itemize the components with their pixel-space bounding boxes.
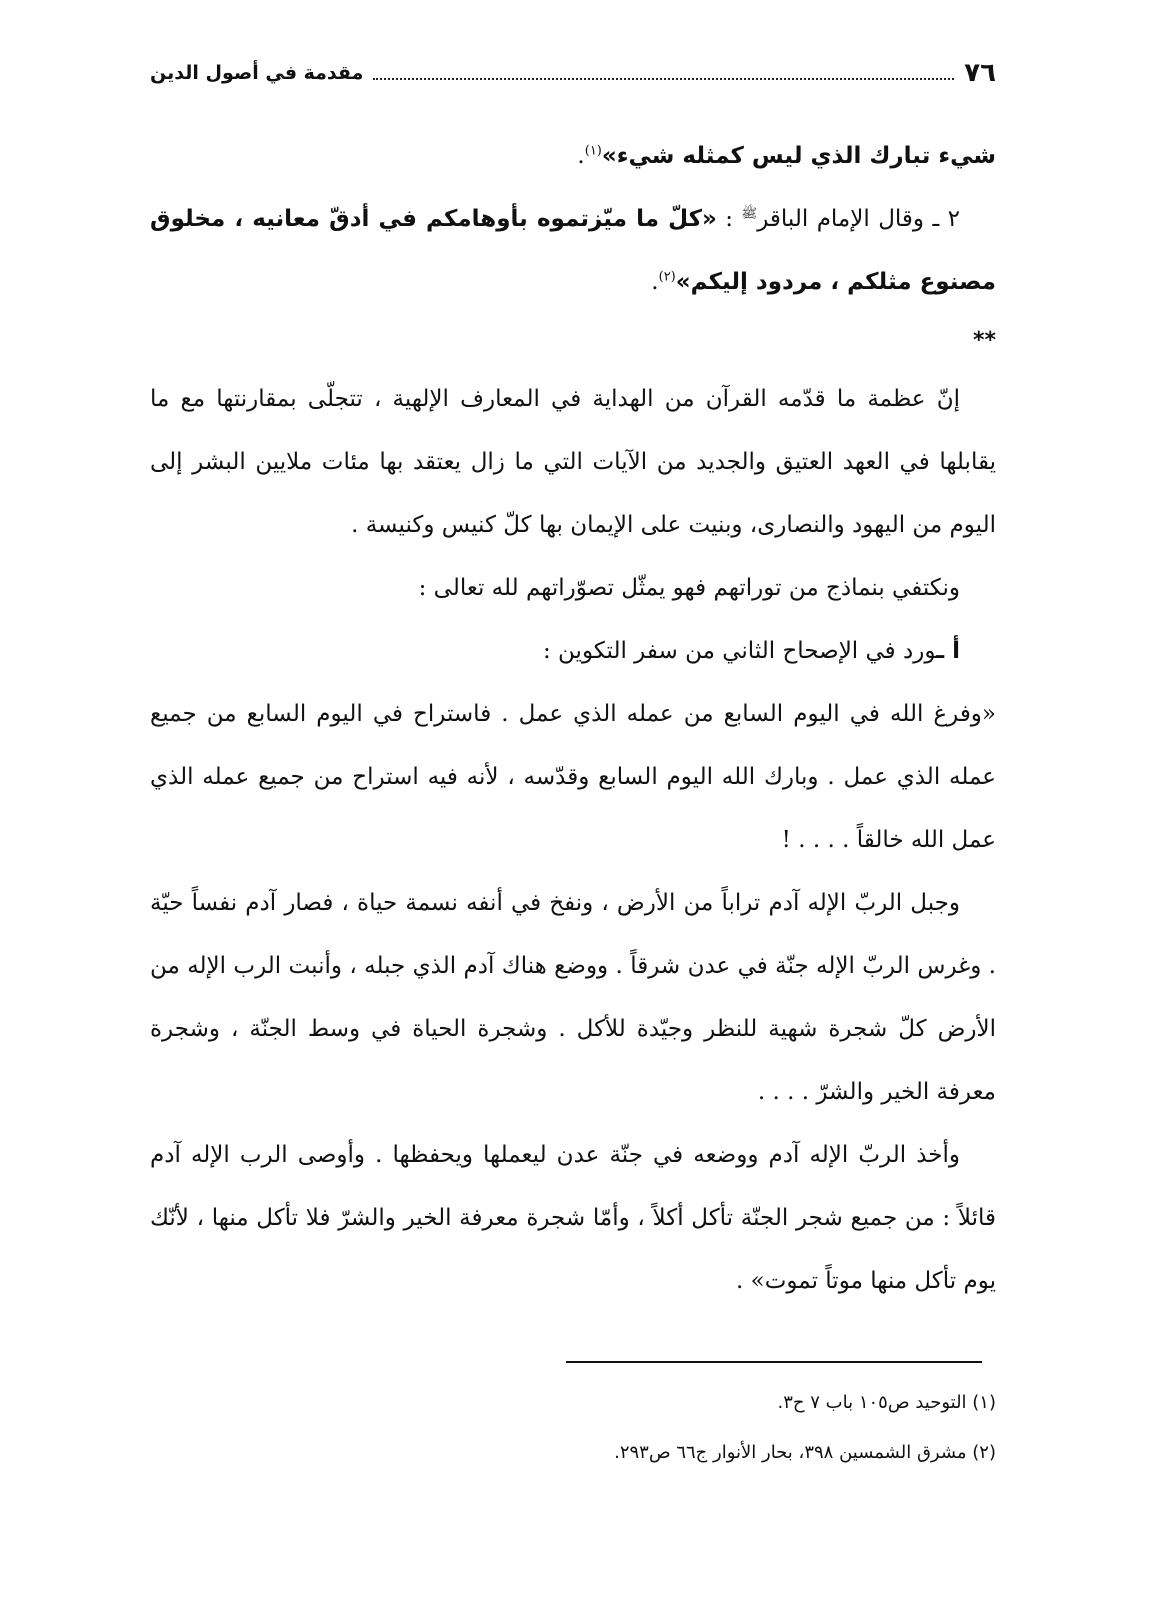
paragraph-5 [150, 620, 996, 683]
body-text [150, 125, 996, 1313]
paragraph-8: وأخذ الربّ الإله آدم ووضعه في جنّة عدن ليعملها ويحفظها . وأوصى الرب الإله آدم قائلاً : من جميع شجر الجنّة تأكل أكلاً ، وأمّا شجرة معرفة الخير والشرّ فلا تأكل منها ، لأنّك يوم تأكل منها موتاً تموت» . [150, 1142, 996, 1294]
paragraph-4: ونكتفي بنماذج من توراتهم فهو يمثّل تصوّراتهم لله تعالى : [418, 575, 960, 601]
running-title: مقدمة في أصول الدين [150, 62, 364, 84]
footnote-divider [566, 1361, 982, 1363]
page-number: ٧٦ [964, 58, 996, 88]
footnotes [150, 1378, 996, 1478]
paragraph-2 [150, 188, 996, 314]
footnote-2: (٢) مشرق الشمسين ٣٩٨، بحار الأنوار ج٦٦ ص٢٩٣. [614, 1442, 996, 1463]
footnote-ref-1: (١) [584, 143, 602, 159]
item-text: ورد في الإصحاح الثاني من سفر التكوين : [542, 638, 937, 664]
hadith-intro: ٢ ـ وقال الإمام الباقر [757, 206, 960, 232]
paragraph-7: وجبل الربّ الإله آدم تراباً من الأرض ، ونفخ في أنفه نسمة حياة ، فصار آدم نفساً حيّة . وغرس الربّ الإله جنّة في عدن شرقاً . ووضع هناك آدم الذي جبله ، وأنبت الرب الإله من الأرض كلّ شجرة شهية للنظر وجيّدة للأكل . وشجرة الحياة في وسط الجنّة ، وشجرة معرفة الخير والشرّ . . . . [150, 890, 996, 1105]
quote-ending: شيء تبارك الذي ليس كمثله شيء» [601, 143, 996, 169]
paragraph-1 [150, 125, 996, 188]
paragraph-1-end: . [577, 143, 585, 169]
paragraph-6: «وفرغ الله في اليوم السابع من عمله الذي عمل . فاستراح في اليوم السابع من جميع عمله الذي عمل . وبارك الله اليوم السابع وقدّسه ، لأنه فيه استراح من جميع عمله الذي عمل الله خالقاً . . . . ! [150, 701, 996, 853]
footnote-ref-2: (٢) [658, 269, 676, 285]
item-letter: أ ـ [936, 638, 960, 664]
paragraph-2-end: . [651, 269, 659, 295]
footnote-1: (١) التوحيد ص١٠٥ باب ٧ ح٣. [777, 1392, 996, 1413]
section-separator: ** [972, 328, 996, 353]
page-header [150, 48, 996, 88]
paragraph-3: إنّ عظمة ما قدّمه القرآن من الهداية في المعارف الإلهية ، تتجلّى بمقارنتها مع ما يقابلها في العهد العتيق والجديد من الآيات التي ما زال يعتقد بها مئات ملايين البشر إلى اليوم من اليهود والنصارى، وبنيت على الإيمان بها كلّ كنيس وكنيسة . [150, 386, 996, 538]
hadith-quote: «كلّ ما ميّزتموه بأوهامكم في أدقّ معانيه ، مخلوق مصنوع مثلكم ، مردود إليكم» [150, 206, 996, 295]
header-dotted-leader [373, 78, 954, 80]
honorific-symbol: ﷺ [741, 206, 758, 222]
hadith-colon: : [716, 206, 742, 232]
